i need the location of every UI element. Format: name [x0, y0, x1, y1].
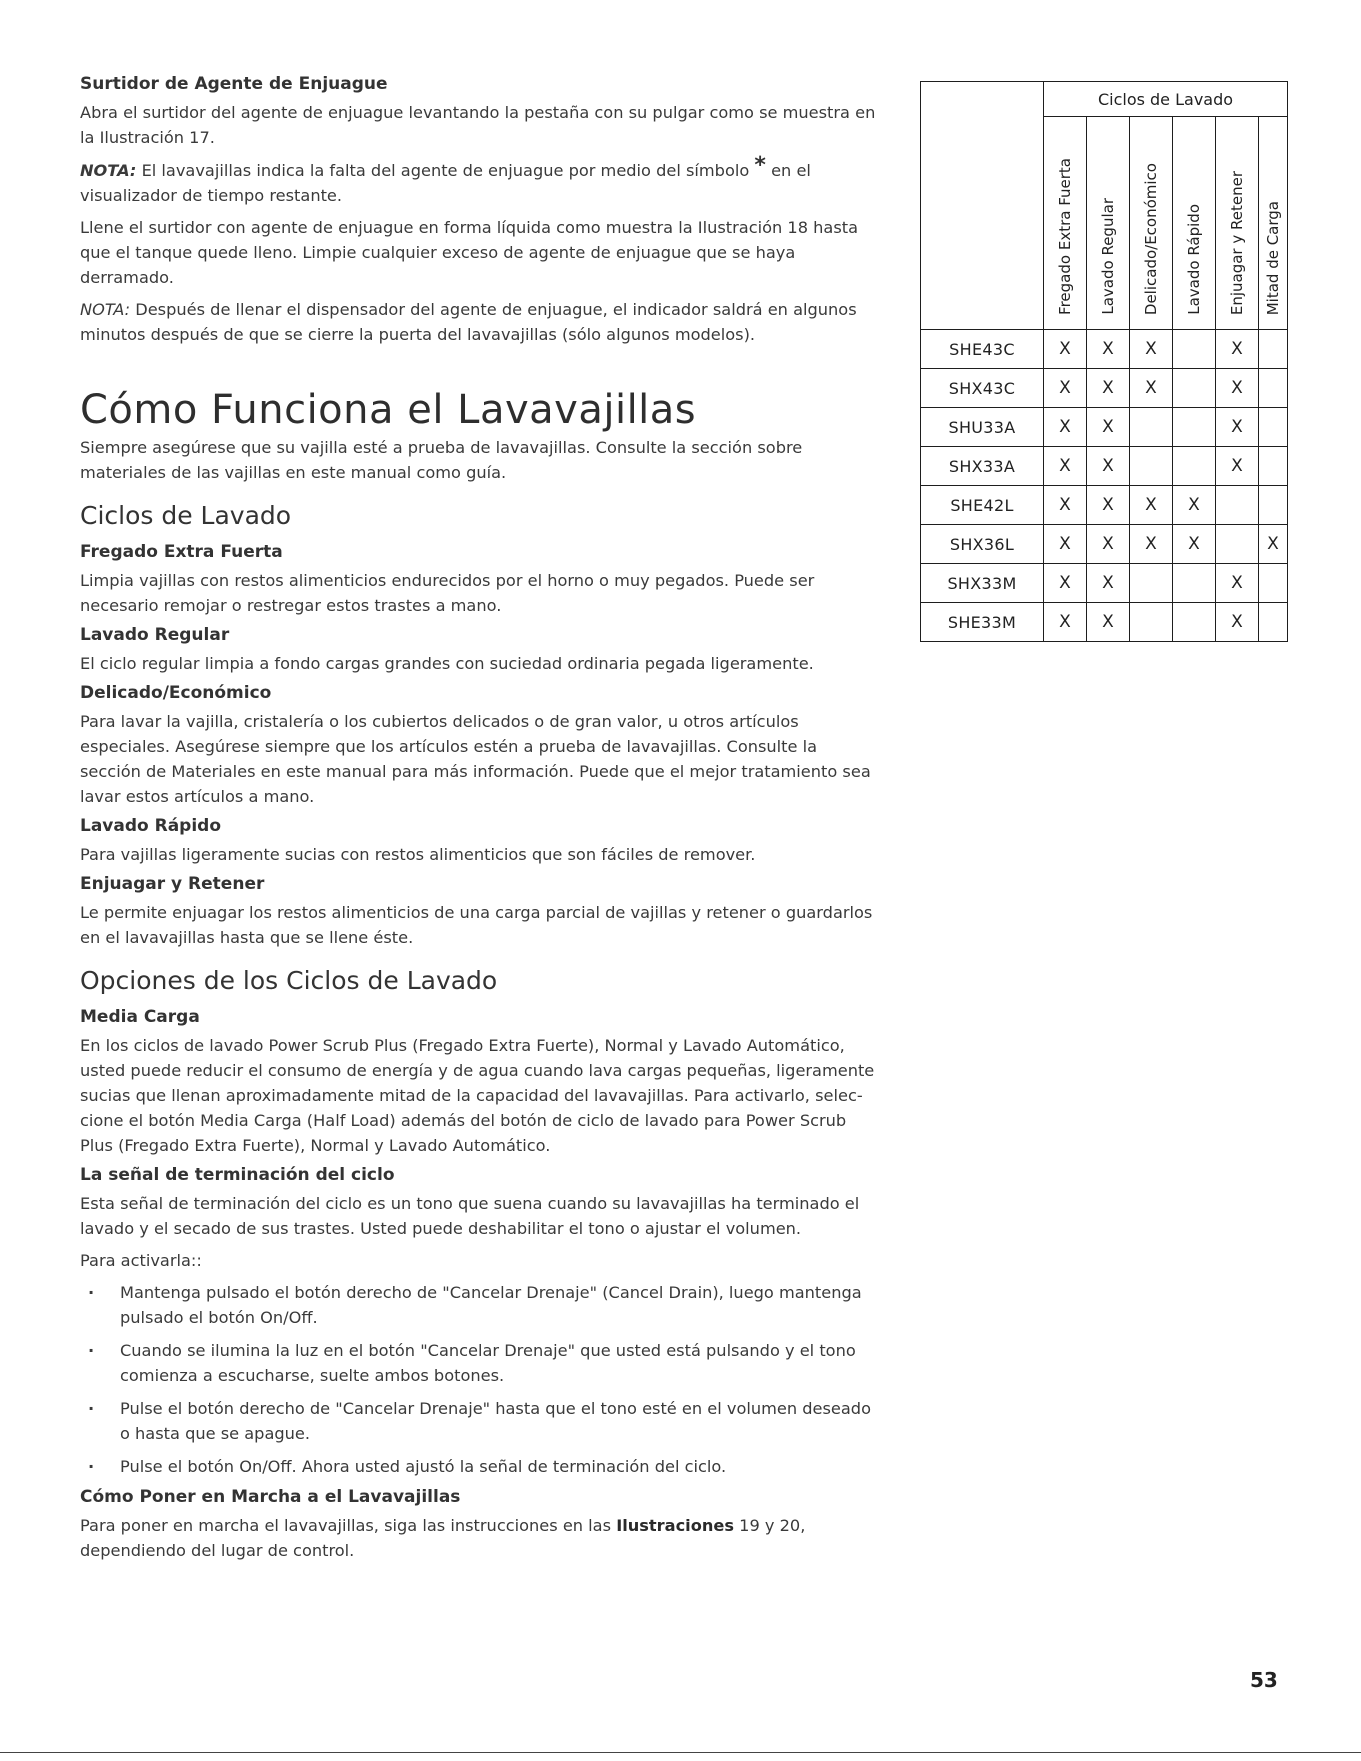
cycle-title: Delicado/Económico — [80, 683, 272, 703]
cycle-mark-cell — [1259, 603, 1288, 642]
cycle-mark-cell — [1130, 408, 1173, 447]
model-cell: SHE42L — [921, 486, 1044, 525]
model-cell: SHX43C — [921, 369, 1044, 408]
cycle-mark-cell: X — [1173, 486, 1216, 525]
cycle-title: Enjuagar y Retener — [80, 874, 265, 894]
list-item: · Cuando se ilumina la luz en el botón "Cancelar Drenaje" que usted está pulsando y el tono comienza a escucharse, suelte ambos botones. — [80, 1338, 880, 1388]
note-label: NOTA: — [80, 161, 137, 180]
cycle-mark-cell: X — [1044, 564, 1087, 603]
start-dishwasher-title: Cómo Poner en Marcha a el Lavavajillas — [80, 1487, 461, 1507]
table-row — [921, 447, 1288, 486]
table-row — [921, 564, 1288, 603]
cycle-mark-cell — [1259, 447, 1288, 486]
text-column — [80, 74, 880, 1570]
cycle-mark-cell — [1173, 447, 1216, 486]
cycle-mark-cell — [1259, 330, 1288, 369]
cycle-mark-cell — [1259, 408, 1288, 447]
table-column-header: Lavado Rápido — [1173, 117, 1216, 330]
start-text: Para poner en marcha el lavavajillas, siga las instrucciones en las — [80, 1516, 612, 1535]
cycle-mark-cell: X — [1087, 603, 1130, 642]
rinse-agent-heading: Surtidor de Agente de Enjuague — [80, 74, 388, 94]
cycle-mark-cell — [1173, 408, 1216, 447]
table-row — [921, 408, 1288, 447]
cycle-mark-cell: X — [1087, 525, 1130, 564]
cycle-mark-cell: X — [1044, 408, 1087, 447]
cycle-mark-cell: X — [1173, 525, 1216, 564]
half-load-description: En los ciclos de lavado Power Scrub Plus (Fregado Extra Fuerte), Normal y Lavado Automático, usted puede reducir el consumo de energía y de agua cuando lava cargas pequeñas, ligeramente sucias que llenan aproximadamente mitad de la capacidad del lavavajillas. Para activarlo, selec-cione el botón Media Carga (Half Load) además del botón de ciclo de lavado para Power Scrub Plus (Fregado Extra Fuerte), Normal y Lavado Automático. — [80, 1036, 875, 1155]
cycle-mark-cell: X — [1087, 486, 1130, 525]
model-cell: SHX36L — [921, 525, 1044, 564]
rinse-agent-paragraph-2: Llene el surtidor con agente de enjuague en forma líquida como muestra la Ilustración 18 hasta que el tanque quede lleno. Limpie cualquier exceso de agente de enjuague que se haya derramado. — [80, 218, 859, 287]
cycle-mark-cell: X — [1130, 330, 1173, 369]
rinse-agent-note-1 — [80, 153, 880, 208]
cycle-mark-cell — [1173, 603, 1216, 642]
end-signal-title: La señal de terminación del ciclo — [80, 1165, 395, 1185]
page-number: 53 — [1250, 1668, 1278, 1692]
cycle-mark-cell: X — [1044, 447, 1087, 486]
cycle-mark-cell — [1259, 369, 1288, 408]
cycle-mark-cell: X — [1087, 447, 1130, 486]
table-column-header: Delicado/Económico — [1130, 117, 1173, 330]
half-load-title: Media Carga — [80, 1007, 200, 1027]
rinse-agent-note-2 — [80, 297, 880, 347]
table-column-header: Enjuagar y Retener — [1216, 117, 1259, 330]
cycle-mark-cell: X — [1044, 525, 1087, 564]
cycle-mark-cell: X — [1216, 330, 1259, 369]
table-row — [921, 525, 1288, 564]
model-cell: SHU33A — [921, 408, 1044, 447]
table-body — [921, 330, 1288, 642]
note-label: NOTA: — [80, 300, 131, 319]
activation-steps-list — [80, 1280, 880, 1479]
table-row — [921, 486, 1288, 525]
cycle-description: Limpia vajillas con restos alimenticios endurecidos por el horno o muy pegados. Puede ser necesario remojar o restregar estos trastes a mano. — [80, 571, 815, 615]
cycle-mark-cell: X — [1044, 330, 1087, 369]
list-item: · Pulse el botón On/Off. Ahora usted ajustó la señal de terminación del ciclo. — [80, 1454, 880, 1479]
cycle-mark-cell — [1216, 486, 1259, 525]
page-title: Cómo Funciona el Lavavajillas — [80, 387, 697, 433]
model-cell: SHX33A — [921, 447, 1044, 486]
rinse-agent-paragraph-1: Abra el surtidor del agente de enjuague levantando la pestaña con su pulgar como se muestra en la Ilustración 17. — [80, 103, 876, 147]
table-row — [921, 369, 1288, 408]
cycle-options-heading: Opciones de los Ciclos de Lavado — [80, 966, 498, 995]
cycle-mark-cell: X — [1130, 525, 1173, 564]
model-cell: SHX33M — [921, 564, 1044, 603]
cycle-mark-cell — [1130, 564, 1173, 603]
cycle-mark-cell — [1130, 447, 1173, 486]
cycle-mark-cell: X — [1216, 447, 1259, 486]
table-corner — [921, 82, 1044, 117]
intro-paragraph: Siempre asegúrese que su vajilla esté a prueba de lavavajillas. Consulte la sección sobre materiales de las vajillas en este manual como guía. — [80, 438, 803, 482]
cycle-mark-cell: X — [1087, 564, 1130, 603]
activate-label: Para activarla:: — [80, 1251, 202, 1270]
note-text: Después de llenar el dispensador del agente de enjuague, el indicador saldrá en algunos minutos después de que se cierre la puerta del lavavajillas (sólo algunos modelos). — [80, 300, 857, 344]
model-cell: SHE43C — [921, 330, 1044, 369]
note-text: El lavavajillas indica la falta del agente de enjuague por medio del símbolo — [141, 161, 750, 180]
table-column-header: Fregado Extra Fuerta — [1044, 117, 1087, 330]
table-group-header: Ciclos de Lavado — [1044, 82, 1288, 117]
cycle-mark-cell: X — [1130, 486, 1173, 525]
rinse-indicator-icon: * — [754, 153, 766, 178]
bottom-rule — [0, 1752, 1361, 1753]
note-text-continued: en el visualizador de tiempo restante. — [80, 161, 811, 205]
cycle-description: El ciclo regular limpia a fondo cargas grandes con suciedad ordinaria pegada ligeramente. — [80, 654, 814, 673]
cycle-mark-cell: X — [1216, 564, 1259, 603]
start-dishwasher-description — [80, 1513, 880, 1563]
cycle-mark-cell — [1259, 486, 1288, 525]
cycle-description: Para vajillas ligeramente sucias con restos alimenticios que son fáciles de remover. — [80, 845, 756, 864]
cycle-mark-cell — [1216, 525, 1259, 564]
list-item: · Pulse el botón derecho de "Cancelar Drenaje" hasta que el tono esté en el volumen deseado o hasta que se apague. — [80, 1396, 880, 1446]
illustrations-reference: Ilustraciones — [616, 1516, 734, 1535]
table-column-header: Mitad de Carga — [1259, 117, 1288, 330]
table-corner — [921, 117, 1044, 330]
cycle-description: Le permite enjuagar los restos alimenticios de una carga parcial de vajillas y retener o guardarlos en el lavavajillas hasta que se llene éste. — [80, 903, 873, 947]
table-row — [921, 603, 1288, 642]
cycle-mark-cell: X — [1044, 486, 1087, 525]
cycle-mark-cell: X — [1087, 369, 1130, 408]
cycle-description: Para lavar la vajilla, cristalería o los cubiertos delicados o de gran valor, u otros artículos especiales. Asegúrese siempre que los artículos estén a prueba de lavavajillas. Consulte la sección de Materiales en este manual para más información. Puede que el mejor tratamiento sea lavar estos artículos a mano. — [80, 712, 871, 806]
cycle-mark-cell — [1173, 564, 1216, 603]
cycle-mark-cell — [1173, 369, 1216, 408]
wash-cycles-heading: Ciclos de Lavado — [80, 501, 292, 530]
cycle-mark-cell: X — [1044, 603, 1087, 642]
cycle-mark-cell: X — [1087, 408, 1130, 447]
cycle-mark-cell: X — [1216, 408, 1259, 447]
cycle-mark-cell — [1259, 564, 1288, 603]
end-signal-description: Esta señal de terminación del ciclo es un tono que suena cuando su lavavajillas ha terminado el lavado y el secado de sus trastes. Usted puede deshabilitar el tono o ajustar el volumen. — [80, 1194, 860, 1238]
wash-cycles-table — [920, 81, 1288, 642]
list-item: · Mantenga pulsado el botón derecho de "Cancelar Drenaje" (Cancel Drain), luego mantenga pulsado el botón On/Off. — [80, 1280, 880, 1330]
table-row — [921, 330, 1288, 369]
cycle-title: Lavado Rápido — [80, 816, 222, 836]
cycle-mark-cell — [1173, 330, 1216, 369]
cycle-mark-cell: X — [1044, 369, 1087, 408]
table-column-header: Lavado Regular — [1087, 117, 1130, 330]
cycle-mark-cell: X — [1087, 330, 1130, 369]
model-cell: SHE33M — [921, 603, 1044, 642]
cycle-title: Lavado Regular — [80, 625, 230, 645]
cycle-title: Fregado Extra Fuerta — [80, 542, 283, 562]
cycle-mark-cell: X — [1259, 525, 1288, 564]
cycle-mark-cell: X — [1130, 369, 1173, 408]
cycle-mark-cell: X — [1216, 369, 1259, 408]
cycle-mark-cell: X — [1216, 603, 1259, 642]
cycle-mark-cell — [1130, 603, 1173, 642]
start-text-continued: 19 y 20, dependiendo del lugar de control. — [80, 1516, 806, 1560]
